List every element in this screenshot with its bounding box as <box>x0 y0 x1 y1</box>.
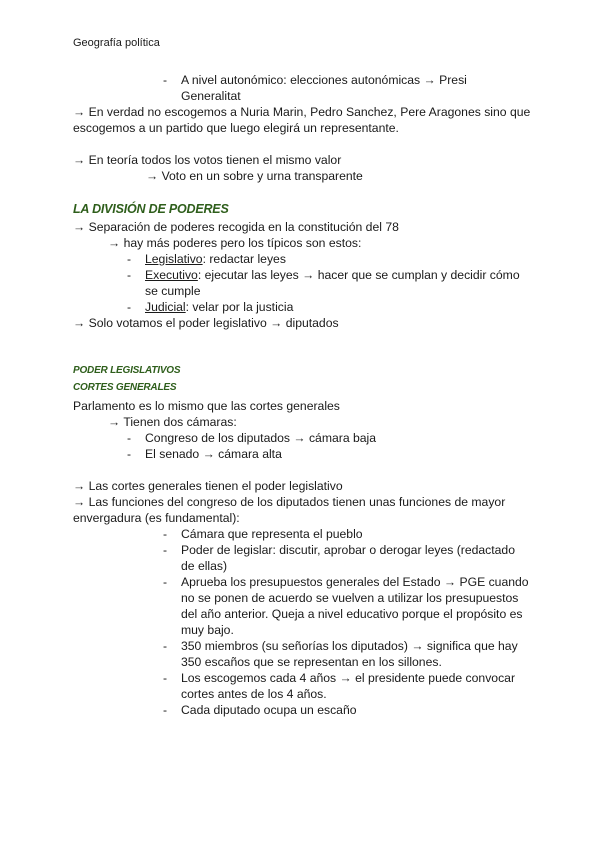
bullet-dash: - <box>127 252 132 266</box>
funcion-item-cont: de ellas) <box>181 559 228 573</box>
paragraph-line: → Las funciones del congreso de los diputados tienen unas funciones de mayor <box>73 495 506 509</box>
funcion-item: Poder de legislar: discutir, aprobar o derogar leyes (redactado <box>181 543 515 557</box>
paragraph-line: escogemos a un partido que luego elegirá un representante. <box>73 121 399 135</box>
paragraph-line: → Voto en un sobre y urna transparente <box>146 169 363 183</box>
funcion-item-cont: cortes antes de los 4 años. <box>181 687 327 701</box>
paragraph-line: envergadura (es fundamental): <box>73 511 240 525</box>
funcion-item: Cámara que representa el pueblo <box>181 527 363 541</box>
page-header: Geografía política <box>73 37 160 49</box>
bullet-dash: - <box>163 527 168 541</box>
funcion-item-cont: del año anterior. Queja a nivel educativo porque el propósito es <box>181 607 523 621</box>
paragraph-line: → Separación de poderes recogida en la constitución del 78 <box>73 220 399 234</box>
funcion-item: Aprueba los presupuestos generales del Estado → PGE cuando <box>181 575 529 589</box>
power-term: Judicial <box>145 300 186 314</box>
bullet-dash: - <box>163 575 168 589</box>
funcion-item-cont: muy bajo. <box>181 623 234 637</box>
subsection-heading-cortes: CORTES GENERALES <box>73 382 177 393</box>
bullet-dash: - <box>163 543 168 557</box>
bullet-dash: - <box>127 447 132 461</box>
power-item <box>145 299 293 315</box>
paragraph-line: → En teoría todos los votos tienen el mismo valor <box>73 153 342 167</box>
paragraph-line: Parlamento es lo mismo que las cortes generales <box>73 399 340 413</box>
camara-item: Congreso de los diputados → cámara baja <box>145 431 377 445</box>
power-term: Legislativo <box>145 252 203 266</box>
funcion-item-cont: no se ponen de acuerdo se vuelven a utilizar los presupuestos <box>181 591 519 605</box>
bullet-dash: - <box>127 431 132 445</box>
paragraph-line: → Solo votamos el poder legislativo → diputados <box>73 316 339 330</box>
power-desc: : ejecutar las leyes → hacer que se cumplan y decidir cómo <box>197 268 520 282</box>
section-heading-division: LA DIVISIÓN DE PODERES <box>73 202 229 216</box>
bullet-dash: - <box>163 703 168 717</box>
funcion-item: 350 miembros (su señorías los diputados) → significa que hay <box>181 639 518 653</box>
paragraph-line: → Las cortes generales tienen el poder legislativo <box>73 479 343 493</box>
paragraph-line: → hay más poderes pero los típicos son estos: <box>108 236 362 250</box>
funcion-item: Cada diputado ocupa un escaño <box>181 703 357 717</box>
bullet-dash: - <box>163 639 168 653</box>
power-desc: : velar por la justicia <box>185 300 294 314</box>
power-desc-cont: se cumple <box>145 284 201 298</box>
power-desc: : redactar leyes <box>202 252 286 266</box>
intro-item-line: A nivel autonómico: elecciones autonómicas → Presi <box>181 73 467 87</box>
section-heading-legislativo: PODER LEGISLATIVOS <box>73 365 181 376</box>
bullet-dash: - <box>127 300 132 314</box>
paragraph-line: → En verdad no escogemos a Nuria Marin, Pedro Sanchez, Pere Aragones sino que <box>73 105 531 119</box>
intro-item-line: Generalitat <box>181 89 241 103</box>
funcion-item-cont: 350 escaños que se representan en los sillones. <box>181 655 442 669</box>
power-item <box>145 267 520 283</box>
bullet-dash: - <box>163 671 168 685</box>
camara-item: El senado → cámara alta <box>145 447 282 461</box>
paragraph-line: → Tienen dos cámaras: <box>108 415 237 429</box>
bullet-dash: - <box>163 73 168 87</box>
power-item <box>145 251 286 267</box>
funcion-item: Los escogemos cada 4 años → el presidente puede convocar <box>181 671 516 685</box>
power-term: Executivo <box>145 268 198 282</box>
bullet-dash: - <box>127 268 132 282</box>
